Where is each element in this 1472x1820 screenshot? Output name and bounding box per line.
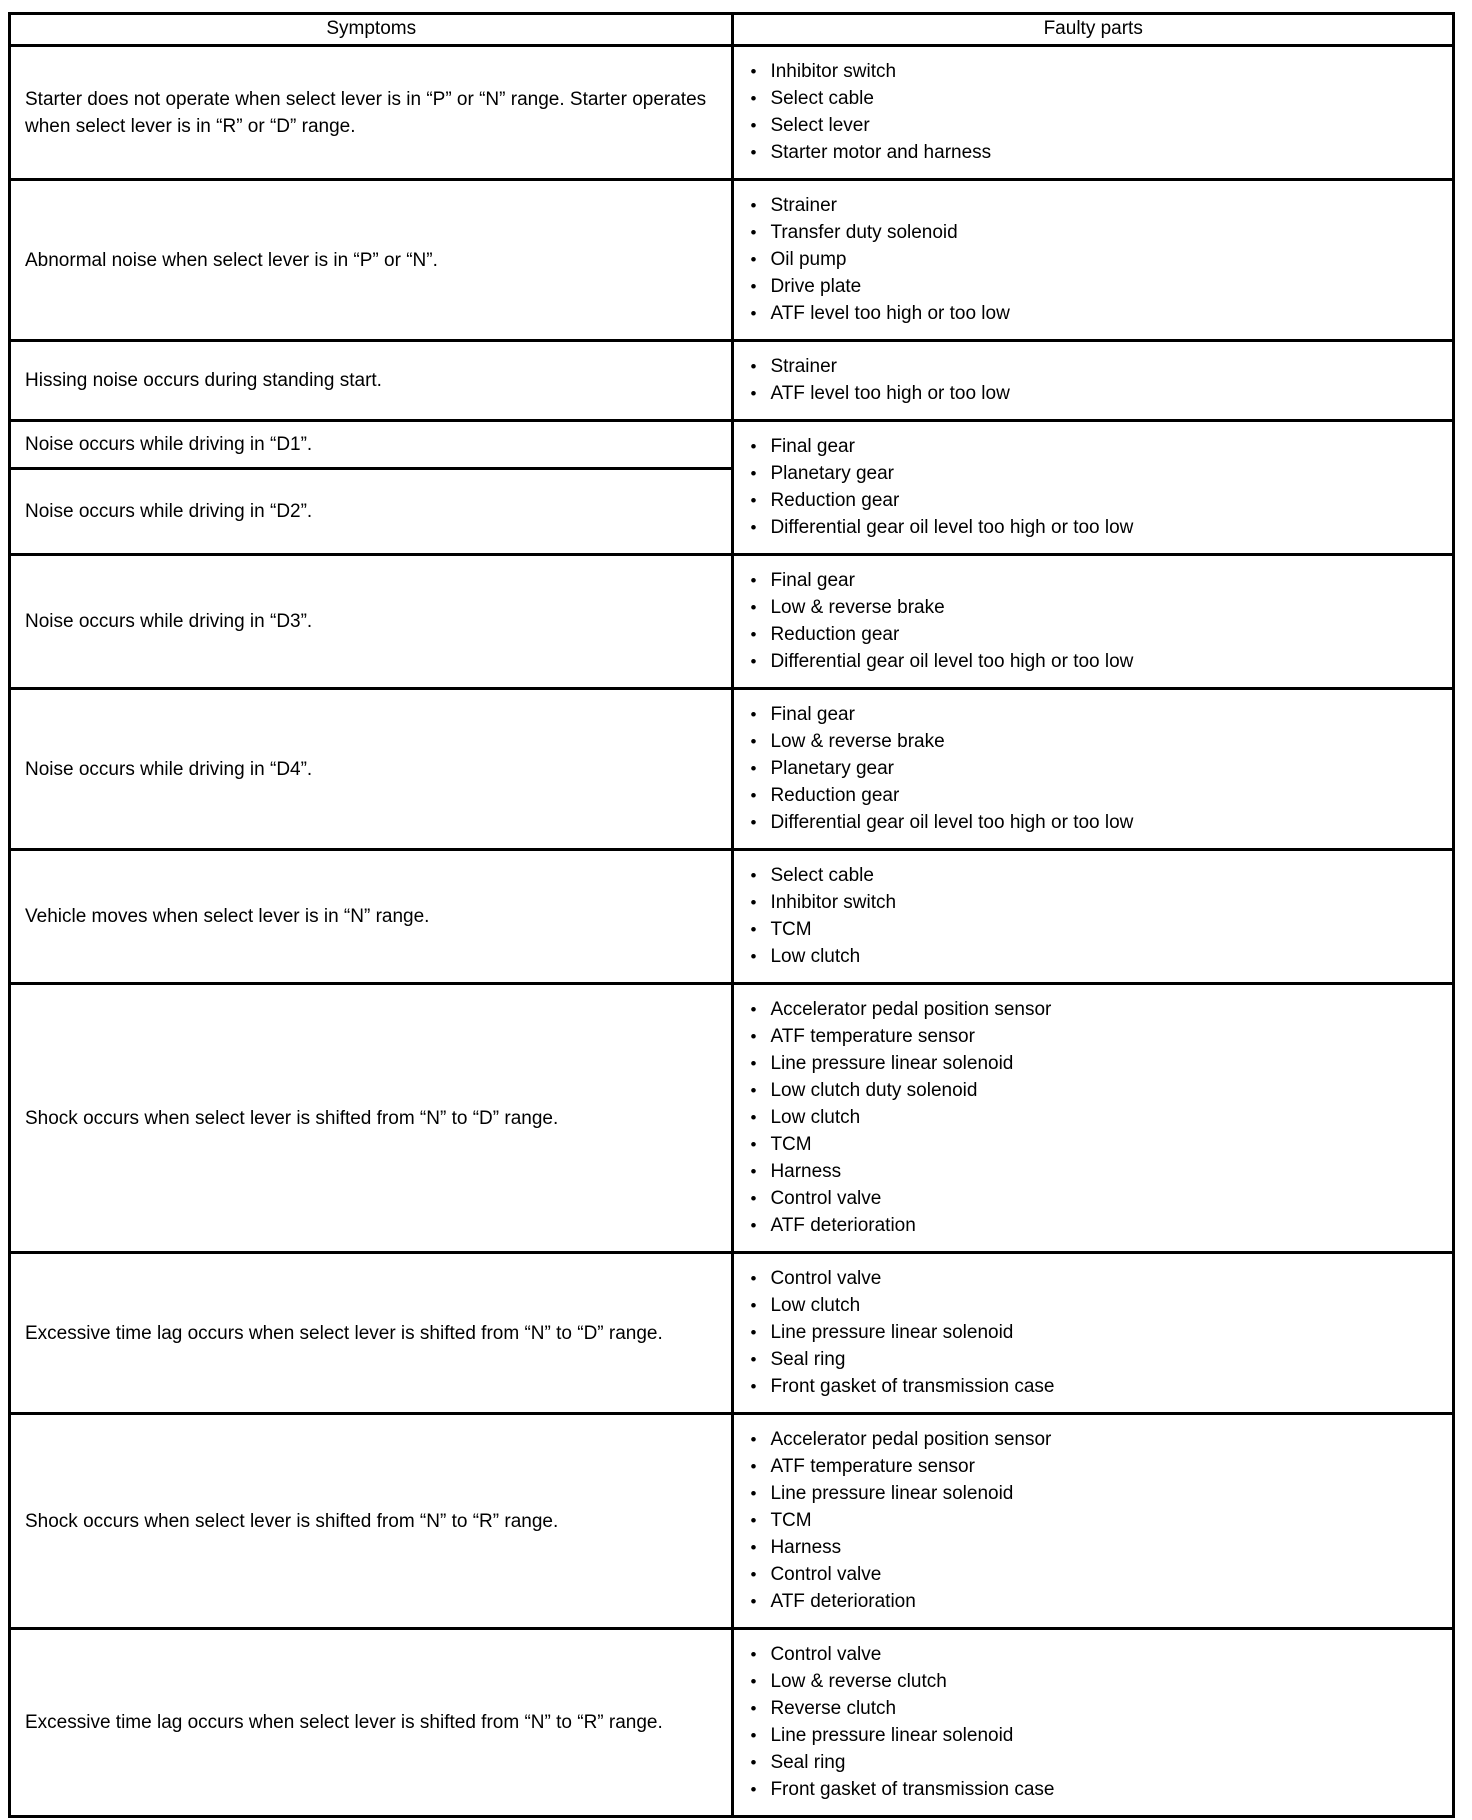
bullet-icon: •	[750, 1511, 757, 1530]
bullet-icon: •	[750, 143, 757, 162]
bullet-icon: •	[750, 518, 757, 537]
bullet-icon: •	[750, 1699, 757, 1718]
bullet-icon: •	[750, 1027, 757, 1046]
faulty-part-item	[746, 1023, 1442, 1050]
faulty-part-item	[746, 701, 1442, 728]
faulty-part-label: Planetary gear	[770, 463, 895, 484]
faulty-parts-cell	[733, 1253, 1454, 1414]
faulty-part-label: Reduction gear	[770, 785, 900, 806]
faulty-part-label: Line pressure linear solenoid	[770, 1725, 1014, 1746]
faulty-part-item	[746, 1077, 1442, 1104]
faulty-part-item	[746, 353, 1442, 380]
faulty-part-label: Starter motor and harness	[770, 142, 992, 163]
faulty-part-item	[746, 1561, 1442, 1588]
faulty-part-label: Final gear	[770, 704, 855, 725]
faulty-part-item	[746, 782, 1442, 809]
bullet-icon: •	[750, 705, 757, 724]
bullet-icon: •	[750, 1672, 757, 1691]
faulty-part-label: Line pressure linear solenoid	[770, 1053, 1014, 1074]
faulty-parts-cell	[733, 421, 1454, 555]
faulty-part-item	[746, 1722, 1442, 1749]
symptom-cell: Noise occurs while driving in “D1”.	[10, 421, 733, 469]
faulty-part-label: Transfer duty solenoid	[770, 222, 958, 243]
faulty-part-label: Accelerator pedal position sensor	[770, 999, 1052, 1020]
symptom-cell: Hissing noise occurs during standing start.	[10, 341, 733, 421]
faulty-part-item	[746, 1265, 1442, 1292]
table-header-faulty-parts: Faulty parts	[733, 14, 1454, 46]
faulty-parts-cell	[733, 180, 1454, 341]
faulty-part-item	[746, 1776, 1442, 1803]
bullet-icon: •	[750, 1162, 757, 1181]
faulty-part-label: Low & reverse clutch	[770, 1671, 947, 1692]
faulty-parts-cell	[733, 689, 1454, 850]
faulty-part-item	[746, 1212, 1442, 1239]
bullet-icon: •	[750, 196, 757, 215]
faulty-part-label: Oil pump	[770, 249, 847, 270]
bullet-icon: •	[750, 1269, 757, 1288]
faulty-part-label: TCM	[770, 1510, 812, 1531]
faulty-part-label: Line pressure linear solenoid	[770, 1322, 1014, 1343]
faulty-part-label: Strainer	[770, 195, 837, 216]
faulty-part-label: Control valve	[770, 1644, 882, 1665]
faulty-part-label: Low clutch	[770, 946, 861, 967]
bullet-icon: •	[750, 1323, 757, 1342]
faulty-parts-list	[746, 1641, 1442, 1803]
faulty-part-label: Low & reverse brake	[770, 731, 945, 752]
faulty-part-label: Low & reverse brake	[770, 597, 945, 618]
faulty-parts-list	[746, 701, 1442, 836]
faulty-part-item	[746, 1641, 1442, 1668]
faulty-part-item	[746, 433, 1442, 460]
bullet-icon: •	[750, 786, 757, 805]
faulty-part-item	[746, 889, 1442, 916]
bullet-icon: •	[750, 625, 757, 644]
faulty-part-item	[746, 300, 1442, 327]
bullet-icon: •	[750, 1135, 757, 1154]
faulty-part-item	[746, 1158, 1442, 1185]
faulty-part-item	[746, 1507, 1442, 1534]
bullet-icon: •	[750, 437, 757, 456]
faulty-part-label: Front gasket of transmission case	[770, 1376, 1055, 1397]
faulty-part-item	[746, 514, 1442, 541]
faulty-part-item	[746, 1346, 1442, 1373]
faulty-part-item	[746, 1131, 1442, 1158]
bullet-icon: •	[750, 1081, 757, 1100]
faulty-part-label: Seal ring	[770, 1349, 846, 1370]
faulty-part-item	[746, 648, 1442, 675]
bullet-icon: •	[750, 598, 757, 617]
faulty-part-item	[746, 809, 1442, 836]
bullet-icon: •	[750, 1350, 757, 1369]
faulty-part-label: Low clutch duty solenoid	[770, 1080, 978, 1101]
bullet-icon: •	[750, 947, 757, 966]
faulty-part-item	[746, 112, 1442, 139]
faulty-part-item	[746, 487, 1442, 514]
faulty-part-label: Drive plate	[770, 276, 862, 297]
faulty-part-item	[746, 1292, 1442, 1319]
symptom-cell: Excessive time lag occurs when select lever is shifted from “N” to “D” range.	[10, 1253, 733, 1414]
faulty-parts-list	[746, 353, 1442, 407]
faulty-part-item	[746, 594, 1442, 621]
faulty-part-label: Low clutch	[770, 1295, 861, 1316]
bullet-icon: •	[750, 893, 757, 912]
symptom-cell: Excessive time lag occurs when select lever is shifted from “N” to “R” range.	[10, 1629, 733, 1817]
faulty-part-label: Select cable	[770, 865, 874, 886]
bullet-icon: •	[750, 89, 757, 108]
faulty-part-label: Differential gear oil level too high or too low	[770, 651, 1134, 672]
table-row	[10, 421, 1454, 469]
faulty-parts-list	[746, 58, 1442, 166]
symptom-cell: Noise occurs while driving in “D4”.	[10, 689, 733, 850]
faulty-part-item	[746, 916, 1442, 943]
faulty-parts-cell	[733, 46, 1454, 180]
faulty-part-label: Control valve	[770, 1188, 882, 1209]
faulty-part-label: Accelerator pedal position sensor	[770, 1429, 1052, 1450]
faulty-part-label: Harness	[770, 1161, 842, 1182]
table-row	[10, 46, 1454, 180]
table-row	[10, 1253, 1454, 1414]
faulty-part-label: Reduction gear	[770, 490, 900, 511]
faulty-part-label: Harness	[770, 1537, 842, 1558]
faulty-part-item	[746, 219, 1442, 246]
bullet-icon: •	[750, 1592, 757, 1611]
faulty-part-label: Select lever	[770, 115, 870, 136]
faulty-part-item	[746, 1695, 1442, 1722]
faulty-part-item	[746, 1480, 1442, 1507]
faulty-parts-list	[746, 1426, 1442, 1615]
symptoms-table	[8, 12, 1455, 1818]
faulty-part-label: Control valve	[770, 1268, 882, 1289]
faulty-part-label: Planetary gear	[770, 758, 895, 779]
table-row	[10, 180, 1454, 341]
bullet-icon: •	[750, 304, 757, 323]
bullet-icon: •	[750, 1484, 757, 1503]
faulty-part-item	[746, 1749, 1442, 1776]
faulty-part-label: Inhibitor switch	[770, 892, 897, 913]
bullet-icon: •	[750, 759, 757, 778]
table-row	[10, 984, 1454, 1253]
symptom-cell: Shock occurs when select lever is shifted from “N” to “R” range.	[10, 1414, 733, 1629]
bullet-icon: •	[750, 1108, 757, 1127]
bullet-icon: •	[750, 223, 757, 242]
faulty-part-label: Reverse clutch	[770, 1698, 897, 1719]
faulty-part-item	[746, 1453, 1442, 1480]
faulty-part-label: Inhibitor switch	[770, 61, 897, 82]
bullet-icon: •	[750, 1377, 757, 1396]
faulty-part-label: Select cable	[770, 88, 874, 109]
table-row	[10, 1414, 1454, 1629]
faulty-part-label: Low clutch	[770, 1107, 861, 1128]
faulty-part-label: Front gasket of transmission case	[770, 1779, 1055, 1800]
faulty-part-item	[746, 621, 1442, 648]
faulty-part-label: Final gear	[770, 436, 855, 457]
faulty-part-item	[746, 85, 1442, 112]
faulty-part-item	[746, 460, 1442, 487]
faulty-part-label: ATF temperature sensor	[770, 1026, 975, 1047]
faulty-part-item	[746, 755, 1442, 782]
faulty-parts-list	[746, 862, 1442, 970]
bullet-icon: •	[750, 1189, 757, 1208]
faulty-part-item	[746, 996, 1442, 1023]
faulty-parts-cell	[733, 341, 1454, 421]
bullet-icon: •	[750, 1216, 757, 1235]
faulty-part-label: Control valve	[770, 1564, 882, 1585]
faulty-part-item	[746, 1534, 1442, 1561]
bullet-icon: •	[750, 652, 757, 671]
bullet-icon: •	[750, 732, 757, 751]
bullet-icon: •	[750, 1753, 757, 1772]
faulty-parts-cell	[733, 984, 1454, 1253]
faulty-parts-cell	[733, 1414, 1454, 1629]
bullet-icon: •	[750, 116, 757, 135]
faulty-part-item	[746, 273, 1442, 300]
faulty-parts-list	[746, 567, 1442, 675]
faulty-part-item	[746, 1373, 1442, 1400]
faulty-part-label: ATF deterioration	[770, 1215, 916, 1236]
faulty-part-item	[746, 192, 1442, 219]
table-row	[10, 555, 1454, 689]
bullet-icon: •	[750, 62, 757, 81]
faulty-part-label: TCM	[770, 1134, 812, 1155]
bullet-icon: •	[750, 1000, 757, 1019]
faulty-part-item	[746, 246, 1442, 273]
faulty-part-item	[746, 1426, 1442, 1453]
bullet-icon: •	[750, 1726, 757, 1745]
faulty-part-item	[746, 139, 1442, 166]
bullet-icon: •	[750, 384, 757, 403]
table-row	[10, 689, 1454, 850]
faulty-part-item	[746, 1050, 1442, 1077]
bullet-icon: •	[750, 491, 757, 510]
faulty-part-item	[746, 1588, 1442, 1615]
faulty-part-label: Differential gear oil level too high or too low	[770, 517, 1134, 538]
bullet-icon: •	[750, 464, 757, 483]
faulty-parts-list	[746, 433, 1442, 541]
symptom-cell: Abnormal noise when select lever is in “P” or “N”.	[10, 180, 733, 341]
symptoms-table-body	[10, 46, 1454, 1817]
faulty-part-item	[746, 728, 1442, 755]
table-header-symptoms: Symptoms	[10, 14, 733, 46]
faulty-part-item	[746, 380, 1442, 407]
faulty-part-item	[746, 58, 1442, 85]
faulty-part-label: ATF level too high or too low	[770, 303, 1010, 324]
symptom-cell: Noise occurs while driving in “D3”.	[10, 555, 733, 689]
table-row	[10, 1629, 1454, 1817]
bullet-icon: •	[750, 250, 757, 269]
symptom-cell: Noise occurs while driving in “D2”.	[10, 469, 733, 555]
bullet-icon: •	[750, 357, 757, 376]
bullet-icon: •	[750, 1538, 757, 1557]
faulty-part-item	[746, 567, 1442, 594]
bullet-icon: •	[750, 1054, 757, 1073]
faulty-part-item	[746, 1319, 1442, 1346]
faulty-part-label: Seal ring	[770, 1752, 846, 1773]
faulty-part-label: Differential gear oil level too high or too low	[770, 812, 1134, 833]
faulty-part-label: TCM	[770, 919, 812, 940]
faulty-parts-cell	[733, 555, 1454, 689]
bullet-icon: •	[750, 1296, 757, 1315]
faulty-part-item	[746, 1104, 1442, 1131]
bullet-icon: •	[750, 920, 757, 939]
faulty-part-item	[746, 1668, 1442, 1695]
bullet-icon: •	[750, 1645, 757, 1664]
faulty-part-item	[746, 862, 1442, 889]
faulty-part-label: ATF level too high or too low	[770, 383, 1010, 404]
symptom-cell: Starter does not operate when select lever is in “P” or “N” range. Starter operates when select lever is in “R” or “D” range.	[10, 46, 733, 180]
faulty-parts-cell	[733, 850, 1454, 984]
faulty-part-label: Reduction gear	[770, 624, 900, 645]
symptom-cell: Shock occurs when select lever is shifted from “N” to “D” range.	[10, 984, 733, 1253]
bullet-icon: •	[750, 277, 757, 296]
bullet-icon: •	[750, 1565, 757, 1584]
faulty-parts-cell	[733, 1629, 1454, 1817]
faulty-part-item	[746, 943, 1442, 970]
faulty-parts-list	[746, 996, 1442, 1239]
faulty-part-label: Strainer	[770, 356, 837, 377]
faulty-parts-list	[746, 1265, 1442, 1400]
table-row	[10, 341, 1454, 421]
bullet-icon: •	[750, 813, 757, 832]
bullet-icon: •	[750, 1430, 757, 1449]
bullet-icon: •	[750, 571, 757, 590]
faulty-parts-list	[746, 192, 1442, 327]
table-row	[10, 850, 1454, 984]
faulty-part-label: Final gear	[770, 570, 855, 591]
faulty-part-item	[746, 1185, 1442, 1212]
faulty-part-label: ATF temperature sensor	[770, 1456, 975, 1477]
bullet-icon: •	[750, 1780, 757, 1799]
bullet-icon: •	[750, 866, 757, 885]
bullet-icon: •	[750, 1457, 757, 1476]
faulty-part-label: ATF deterioration	[770, 1591, 916, 1612]
table-header-row	[10, 14, 1454, 46]
symptom-cell: Vehicle moves when select lever is in “N” range.	[10, 850, 733, 984]
faulty-part-label: Line pressure linear solenoid	[770, 1483, 1014, 1504]
